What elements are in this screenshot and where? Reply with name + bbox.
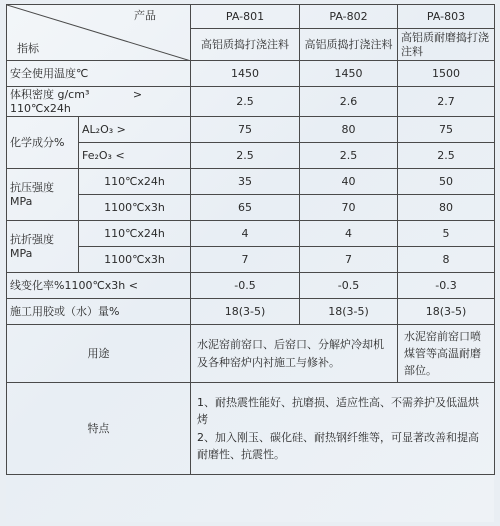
- row-label: [7, 87, 191, 117]
- value-cell: 40: [300, 169, 398, 195]
- row-usage: [7, 325, 495, 383]
- product-name: PA-803: [398, 5, 495, 29]
- flex-group-label: 抗折强度MPa: [7, 221, 79, 273]
- row-water-amount: [7, 299, 495, 325]
- row-flex-1100: [7, 247, 495, 273]
- value-cell: 75: [191, 117, 300, 143]
- value-cell: 80: [398, 195, 495, 221]
- value-cell: 7: [191, 247, 300, 273]
- corner-product-label: 产品: [134, 9, 156, 22]
- value-cell: 70: [300, 195, 398, 221]
- value-cell: 1500: [398, 61, 495, 87]
- sub-label: AL₂O₃ >: [79, 117, 191, 143]
- compress-group-label: 抗压强度MPa: [7, 169, 79, 221]
- value-cell: -0.5: [191, 273, 300, 299]
- value-cell: 2.5: [300, 143, 398, 169]
- usage-text-801-802: 水泥窑前窑口、后窑口、分解炉冷却机及各种窑炉内衬施工与修补。: [191, 325, 398, 383]
- row-safe-temperature: [7, 61, 495, 87]
- density-label-unit: 体积密度 g/cm³: [10, 87, 90, 101]
- usage-text-803: 水泥窑前窑口喷煤管等高温耐磨部位。: [398, 325, 495, 383]
- sub-label: 110℃x24h: [79, 169, 191, 195]
- value-cell: 1450: [191, 61, 300, 87]
- row-chem-fe2o3: [7, 143, 495, 169]
- product-description: 高铝质捣打浇注料: [191, 29, 300, 61]
- header-row-products: [7, 5, 495, 29]
- density-label-symbol: >: [132, 87, 143, 101]
- value-cell: -0.3: [398, 273, 495, 299]
- product-name: PA-802: [300, 5, 398, 29]
- value-cell: 80: [300, 117, 398, 143]
- row-label: 安全使用温度℃: [7, 61, 191, 87]
- usage-label: 用途: [7, 325, 191, 383]
- corner-index-label: 指标: [17, 42, 39, 56]
- row-features: [7, 383, 495, 475]
- value-cell: 2.5: [191, 143, 300, 169]
- product-description: 高铝质捣打浇注料: [300, 29, 398, 61]
- row-label: 线变化率%1100℃x3h <: [7, 273, 191, 299]
- sub-label: 110℃x24h: [79, 221, 191, 247]
- value-cell: 75: [398, 117, 495, 143]
- row-linear-change: [7, 273, 495, 299]
- row-compress-110: [7, 169, 495, 195]
- spec-table: [6, 4, 495, 475]
- value-cell: 2.6: [300, 87, 398, 117]
- value-cell: 50: [398, 169, 495, 195]
- feature-line: 1、耐热震性能好、抗磨损、适应性高、不需养护及低温烘烤: [197, 396, 479, 427]
- value-cell: 2.7: [398, 87, 495, 117]
- density-label-condition: 110℃x24h: [10, 101, 71, 115]
- product-name: PA-801: [191, 5, 300, 29]
- chem-group-label: 化学成分%: [7, 117, 79, 169]
- sub-label: Fe₂O₃ <: [79, 143, 191, 169]
- row-chem-al2o3: [7, 117, 495, 143]
- sub-label: 1100℃x3h: [79, 247, 191, 273]
- product-description: 高铝质耐磨捣打浇注料: [398, 29, 495, 61]
- value-cell: 4: [300, 221, 398, 247]
- value-cell: 7: [300, 247, 398, 273]
- value-cell: -0.5: [300, 273, 398, 299]
- value-cell: 2.5: [398, 143, 495, 169]
- value-cell: 8: [398, 247, 495, 273]
- row-bulk-density: [7, 87, 495, 117]
- spec-sheet: [6, 4, 494, 522]
- value-cell: 18(3-5): [300, 299, 398, 325]
- value-cell: 65: [191, 195, 300, 221]
- value-cell: 1450: [300, 61, 398, 87]
- row-compress-1100: [7, 195, 495, 221]
- features-text: [191, 383, 495, 475]
- value-cell: 35: [191, 169, 300, 195]
- value-cell: 2.5: [191, 87, 300, 117]
- value-cell: 5: [398, 221, 495, 247]
- sub-label: 1100℃x3h: [79, 195, 191, 221]
- row-label: 施工用胶或（水）量%: [7, 299, 191, 325]
- value-cell: 4: [191, 221, 300, 247]
- value-cell: 18(3-5): [398, 299, 495, 325]
- row-flex-110: [7, 221, 495, 247]
- features-label: 特点: [7, 383, 191, 475]
- feature-line: 2、加入刚玉、碳化硅、耐热钢纤维等，可显著改善和提高耐磨性、抗震性。: [197, 430, 479, 461]
- header-corner-cell: [7, 5, 191, 61]
- value-cell: 18(3-5): [191, 299, 300, 325]
